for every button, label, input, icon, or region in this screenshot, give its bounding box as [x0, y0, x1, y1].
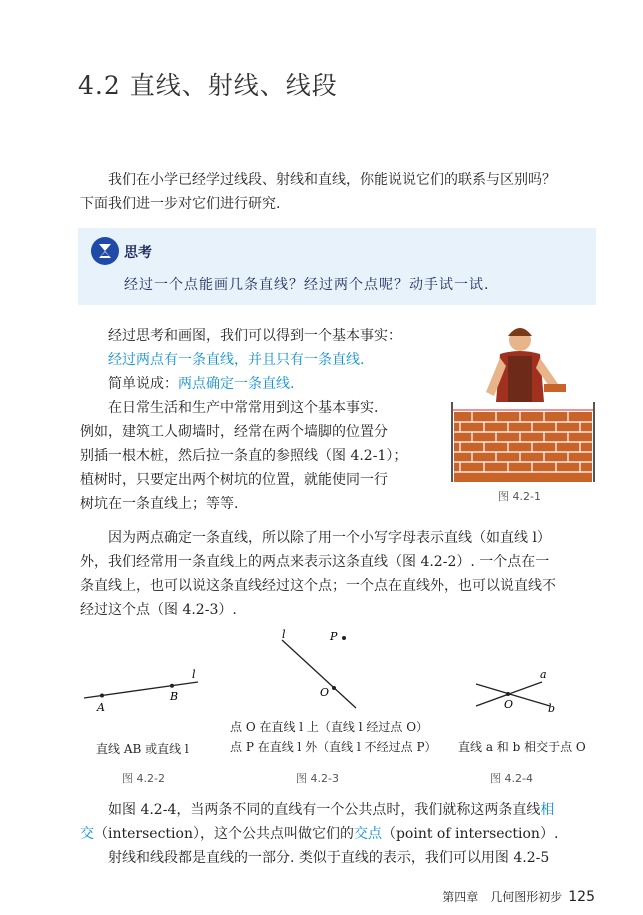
body2-line-3: 条直线上，也可以说这条直线经过这个点；一个点在直线外，也可以说直线不: [80, 578, 556, 594]
basic-fact: 经过两点有一条直线，并且只有一条直线.: [108, 352, 365, 368]
label-o: O: [504, 698, 514, 711]
bricklayer-illustration: [448, 322, 598, 484]
page-footer: [442, 888, 595, 905]
figure-4-2-1-number: 图 4.2-1: [498, 490, 541, 503]
label-p: P: [330, 630, 338, 643]
label-b: B: [170, 690, 179, 703]
label-b: b: [548, 702, 556, 714]
label-a: a: [540, 668, 547, 681]
figure-4-2-2-number: 图 4.2-2: [122, 772, 165, 785]
label-l: l: [282, 628, 286, 641]
body2-line-4: 经过这个点（图 4.2-3）.: [80, 602, 237, 618]
intro-line-2: 下面我们进一步对它们进行研究.: [80, 196, 281, 212]
body1-line-7: 树坑在一条直线上；等等.: [80, 496, 239, 512]
figure-4-2-2-diagram: [80, 668, 210, 716]
figure-4-2-3-number: 图 4.2-3: [296, 772, 339, 785]
figure-4-2-3-diagram: [272, 628, 372, 712]
keyword-intersect-1: 相: [540, 802, 555, 818]
short-fact: 两点确定一条直线.: [178, 376, 295, 392]
figure-4-2-3-caption-2: 点 P 在直线 l 外（直线 l 不经过点 P）: [230, 740, 437, 754]
point-o: [332, 686, 336, 690]
chapter-title: 第四章 几何图形初步: [442, 890, 563, 904]
think-box: [78, 228, 596, 305]
point-p: [342, 636, 346, 640]
body3-line-1-text: 如图 4.2-4，当两条不同的直线有一个公共点时，我们就称这两条直线: [108, 802, 541, 818]
label-o: O: [320, 686, 330, 699]
figure-4-2-2-caption: 直线 AB 或直线 l: [96, 742, 189, 756]
body1-line-4: 例如，建筑工人砌墙时，经常在两个墙脚的位置分: [80, 424, 388, 440]
think-question: 经过一个点能画几条直线？经过两个点呢？动手试一试.: [124, 277, 490, 293]
hourglass-icon: [90, 236, 120, 266]
section-title: 4.2 直线、射线、线段: [78, 71, 338, 100]
point-a: [100, 694, 104, 698]
body1-line-6: 植树时，只要定出两个树坑的位置，就能使同一行: [80, 472, 388, 488]
label-l: l: [192, 668, 196, 681]
line-l: [282, 640, 356, 708]
think-label: 思考: [124, 245, 152, 261]
body2-line-1: 因为两点确定一条直线，所以除了用一个小写字母表示直线（如直线 l）: [108, 530, 551, 546]
short-statement: [108, 372, 294, 396]
body3-line-2: [80, 822, 558, 846]
body3-line-3: 射线和线段都是直线的一部分. 类似于直线的表示，我们可以用图 4.2-5: [108, 850, 550, 866]
point-o: [506, 692, 510, 696]
body1-line-5: 别插一根木桩，然后拉一条直的参照线（图 4.2-1）；: [80, 448, 408, 464]
body3-line-1: [108, 798, 554, 822]
body1-line-3: 在日常生活和生产中常常用到这个基本事实.: [108, 400, 379, 416]
figure-4-2-3-caption-1: 点 O 在直线 l 上（直线 l 经过点 O）: [230, 720, 429, 734]
label-a: A: [97, 701, 105, 714]
intro-line-1: 我们在小学已经学过线段、射线和直线，你能说说它们的联系与区别吗？: [108, 172, 556, 188]
keyword-intersect-2: 交: [80, 826, 94, 842]
point-b: [170, 684, 174, 688]
body1-line-1: 经过思考和画图，我们可以得到一个基本事实：: [108, 328, 402, 344]
figure-4-2-4-caption: 直线 a 和 b 相交于点 O: [458, 740, 586, 754]
figure-4-2-4-number: 图 4.2-4: [490, 772, 533, 785]
keyword-intersection-point: 交点: [353, 826, 382, 842]
body2-line-2: 外，我们经常用一条直线上的两点来表示这条直线（图 4.2-2）. 一个点在一: [80, 554, 550, 570]
page-number: 125: [568, 889, 595, 905]
short-prefix: 简单说成：: [108, 376, 178, 392]
body3-line-2-tail: （point of intersection）.: [381, 826, 559, 842]
figure-4-2-4-diagram: [470, 668, 570, 714]
body3-line-2-text: （intersection），这个公共点叫做它们的: [94, 826, 354, 842]
